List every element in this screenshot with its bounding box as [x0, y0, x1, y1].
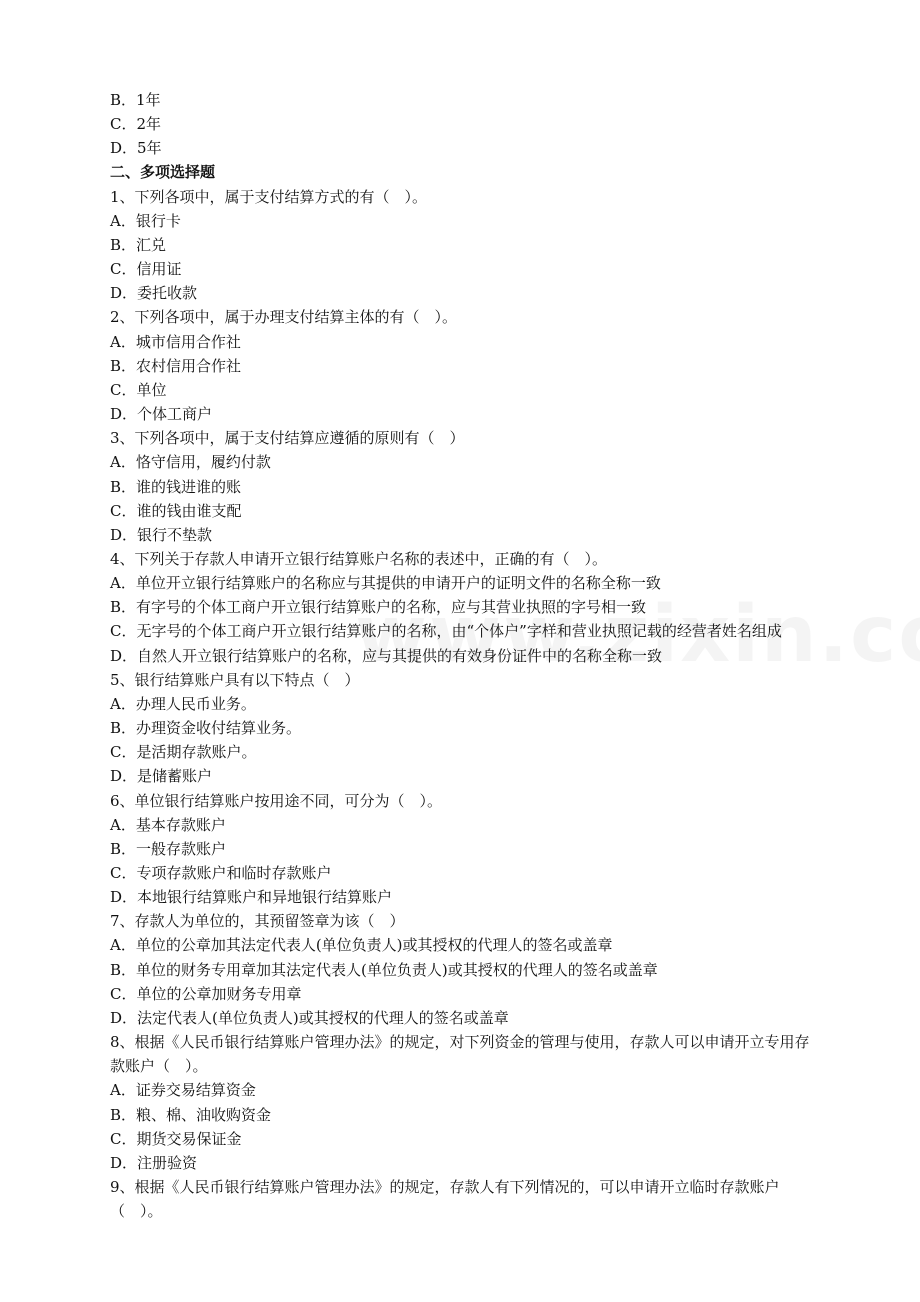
option-line: C．是活期存款账户。: [110, 743, 257, 762]
option-line: D．银行不垫款: [110, 525, 213, 544]
option-line: B．粮、棉、油收购资金: [110, 1105, 272, 1124]
question-line: 8、根据《人民币银行结算账户管理办法》的规定，对下列资金的管理与使用，存款人可以申请开立专用存款账户（ ）。: [110, 1033, 810, 1076]
question-line: 3、下列各项中，属于支付结算应遵循的原则有（ ）: [110, 429, 465, 448]
option-line: D．法定代表人(单位负责人)或其授权的代理人的签名或盖章: [110, 1008, 509, 1027]
option-line: D．自然人开立银行结算账户的名称，应与其提供的有效身份证件中的名称全称一致: [110, 646, 663, 665]
option-line: A．单位开立银行结算账户的名称应与其提供的申请开户的证明文件的名称全称一致: [110, 574, 661, 593]
option-line: C．专项存款账户和临时存款账户: [110, 864, 332, 882]
question-line: 4、下列关于存款人申请开立银行结算账户名称的表述中，正确的有（ ）。: [110, 549, 608, 568]
option-line: B．单位的财务专用章加其法定代表人(单位负责人)或其授权的代理人的签名或盖章: [110, 960, 658, 979]
option-line: C．谁的钱由谁支配: [110, 501, 242, 520]
option-line: A．城市信用合作社: [110, 332, 241, 351]
option-line: C．无字号的个体工商户开立银行结算账户的名称，由“个体户”字样和营业执照记载的经营者姓名组成: [110, 622, 782, 641]
option-line: B．一般存款账户: [110, 839, 227, 858]
question-line: 7、存款人为单位的，其预留签章为该（ ）: [110, 912, 405, 931]
question-line: 9、根据《人民币银行结算账户管理办法》的规定，存款人有下列情况的，可以申请开立临时存款账户（ ）。: [110, 1178, 780, 1221]
option-line: A．办理人民币业务。: [110, 694, 256, 713]
option-line: B．有字号的个体工商户开立银行结算账户的名称，应与其营业执照的字号相一致: [110, 598, 647, 617]
option-line: B．谁的钱进谁的账: [110, 477, 242, 496]
section-heading: 二、多项选择题: [110, 163, 216, 182]
option-line: C．单位: [110, 380, 167, 399]
option-line: C．期货交易保证金: [110, 1129, 242, 1148]
option-line: C．单位的公章加财务专用章: [110, 984, 302, 1003]
option-line: A．银行卡: [110, 211, 181, 230]
option-line: A．恪守信用，履约付款: [110, 453, 271, 472]
question-line: 6、单位银行结算账户按用途不同，可分为（ ）。: [110, 791, 443, 810]
option-line: C．信用证: [110, 260, 182, 279]
option-line: D．5年: [110, 139, 162, 158]
option-line: D．个体工商户: [110, 405, 213, 424]
option-line: B．办理资金收付结算业务。: [110, 719, 302, 738]
question-line: 1、下列各项中，属于支付结算方式的有（ ）。: [110, 187, 428, 206]
option-line: D．本地银行结算账户和异地银行结算账户: [110, 888, 393, 907]
option-line: B．1年: [110, 91, 161, 109]
option-line: B．汇兑: [110, 235, 167, 254]
option-line: D．委托收款: [110, 284, 198, 303]
option-line: D．是储蓄账户: [110, 767, 213, 786]
document-body: [110, 88, 812, 1223]
option-line: A．单位的公章加其法定代表人(单位负责人)或其授权的代理人的签名或盖章: [110, 936, 613, 955]
question-line: 2、下列各项中，属于办理支付结算主体的有（ ）。: [110, 308, 458, 327]
option-line: A．证券交易结算资金: [110, 1081, 256, 1100]
option-line: D．注册验资: [110, 1153, 198, 1172]
question-line: 5、银行结算账户具有以下特点（ ）: [110, 670, 360, 689]
option-line: B．农村信用合作社: [110, 356, 242, 375]
option-line: A．基本存款账户: [110, 815, 226, 834]
option-line: C．2年: [110, 115, 162, 134]
